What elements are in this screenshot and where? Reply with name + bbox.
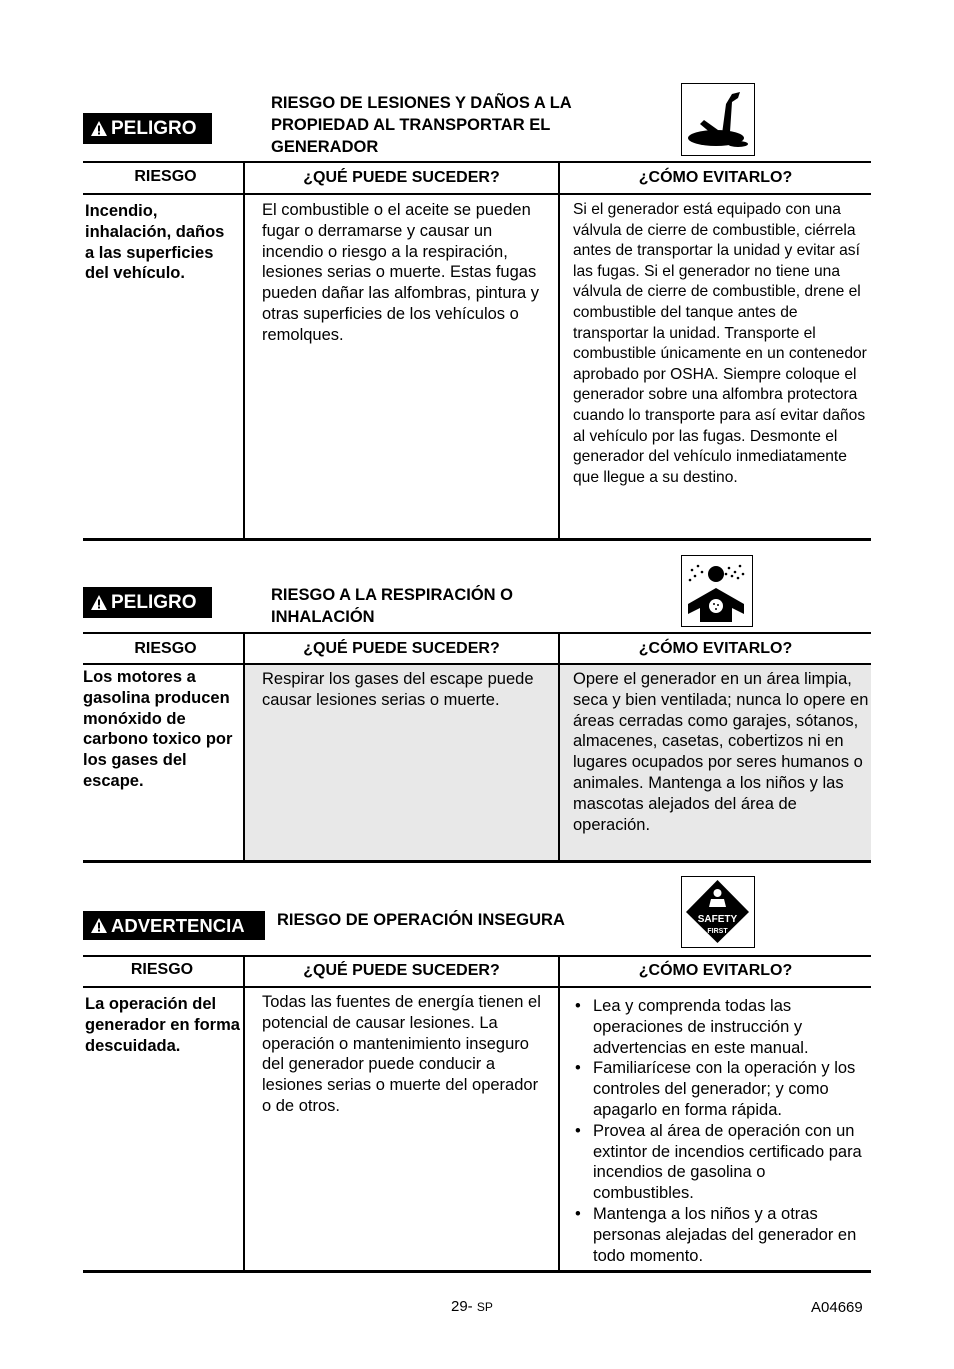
- header-como-evitarlo: ¿CÓMO EVITARLO?: [638, 169, 793, 186]
- badge-label: PELIGRO: [111, 591, 197, 613]
- fuel-spill-icon: [681, 83, 755, 156]
- header-que-puede-suceder: ¿QUÉ PUEDE SUCEDER?: [303, 169, 500, 186]
- header-como-evitarlo: ¿CÓMO EVITARLO?: [638, 640, 793, 657]
- riesgo-cell: Los motores a gasolina producen monóxido de carbono toxico por los gases del escape.: [83, 668, 233, 790]
- header-riesgo: RIESGO: [134, 168, 197, 185]
- header-riesgo: RIESGO: [134, 640, 197, 657]
- list-item: • Mantenga a los niños y a otras personas alejadas del generador en todo momento.: [573, 1204, 870, 1266]
- badge-label: PELIGRO: [111, 117, 197, 139]
- riesgo-cell: La operación del generador en forma descuidada.: [85, 995, 240, 1055]
- safety-first-icon: [681, 876, 755, 948]
- page-lang: SP: [476, 1300, 493, 1314]
- first-label: FIRST: [707, 928, 728, 935]
- advertencia-badge: [83, 911, 265, 940]
- list-item: • Lea y comprenda todas las operaciones de instrucción y advertencias en este manual.: [573, 996, 870, 1058]
- como-evitarlo-list: [573, 996, 870, 1266]
- toxic-fumes-icon: [681, 555, 753, 627]
- como-evitarlo-cell: Opere el generador en un área limpia, seca y bien ventilada; nunca lo opere en áreas cerradas como garajes, sótanos, almacenes, casetas, cobertizos ni en lugares ocupados por seres humanos o animales. Mantenga a los niños y las mascotas alejados del área de operación.: [573, 670, 869, 834]
- header-que-puede-suceder: ¿QUÉ PUEDE SUCEDER?: [303, 640, 500, 657]
- badge-label: ADVERTENCIA: [111, 914, 245, 936]
- list-item: • Familiarícese con la operación y los controles del generador; y como apagarlo en forma rápida.: [573, 1058, 870, 1120]
- peligro-badge: [83, 587, 212, 618]
- document-code: A04669: [811, 1299, 863, 1316]
- safety-label: SAFETY: [697, 914, 738, 925]
- que-puede-suceder-cell: Todas las fuentes de energía tienen el potencial de causar lesiones. La operación o mantenimiento inseguro del generador puede conducir a lesiones serias o muerte del operador o de otros.: [262, 993, 541, 1115]
- peligro-badge: [83, 113, 212, 144]
- header-riesgo: RIESGO: [130, 961, 194, 978]
- list-item: • Provea al área de operación con un extintor de incendios certificado para incendios de gasolina o combustibles.: [573, 1121, 870, 1204]
- warning-triangle-icon: [91, 121, 107, 136]
- riesgo-cell: Incendio, inhalación, daños a las superficies del vehículo.: [85, 202, 225, 283]
- section-title: RIESGO DE OPERACIÓN INSEGURA: [277, 911, 565, 929]
- section-title: RIESGO DE LESIONES Y DAÑOS A LA PROPIEDAD AL TRANSPORTAR EL GENERADOR: [271, 94, 572, 156]
- warning-triangle-icon: [91, 918, 107, 933]
- que-puede-suceder-cell: Respirar los gases del escape puede causar lesiones serias o muerte.: [262, 670, 534, 709]
- warning-triangle-icon: [91, 595, 107, 610]
- como-evitarlo-cell: Si el generador está equipado con una válvula de cierre de combustible, ciérrela antes de transportar la unidad y evitar así las fugas. Si el generador no tiene una válvula de cierre de combustible, drene el combustible del tanque antes de transportar la unidad. Transporte el combustible únicamente en un contenedor aprobado por OSHA. Siempre coloque el generador sobre una alfombra protectora cuando lo transporte para así evitar daños al vehículo por las fugas. Desmonte el generador del vehículo inmediatamente que llegue a su destino.: [573, 201, 867, 486]
- header-como-evitarlo: ¿CÓMO EVITARLO?: [638, 962, 793, 979]
- page-number-value: 29-: [451, 1298, 473, 1315]
- page-number: [451, 1298, 493, 1315]
- header-que-puede-suceder: ¿QUÉ PUEDE SUCEDER?: [303, 962, 500, 979]
- que-puede-suceder-cell: El combustible o el aceite se pueden fugar o derramarse y causar un incendio o riesgo a la respiración, lesiones serias o muerte. Estas fugas pueden dañar las alfombras, pintura y otras superficies de los vehículos o remolques.: [262, 201, 540, 344]
- section-title: RIESGO A LA RESPIRACIÓN O INHALACIÓN: [271, 586, 514, 626]
